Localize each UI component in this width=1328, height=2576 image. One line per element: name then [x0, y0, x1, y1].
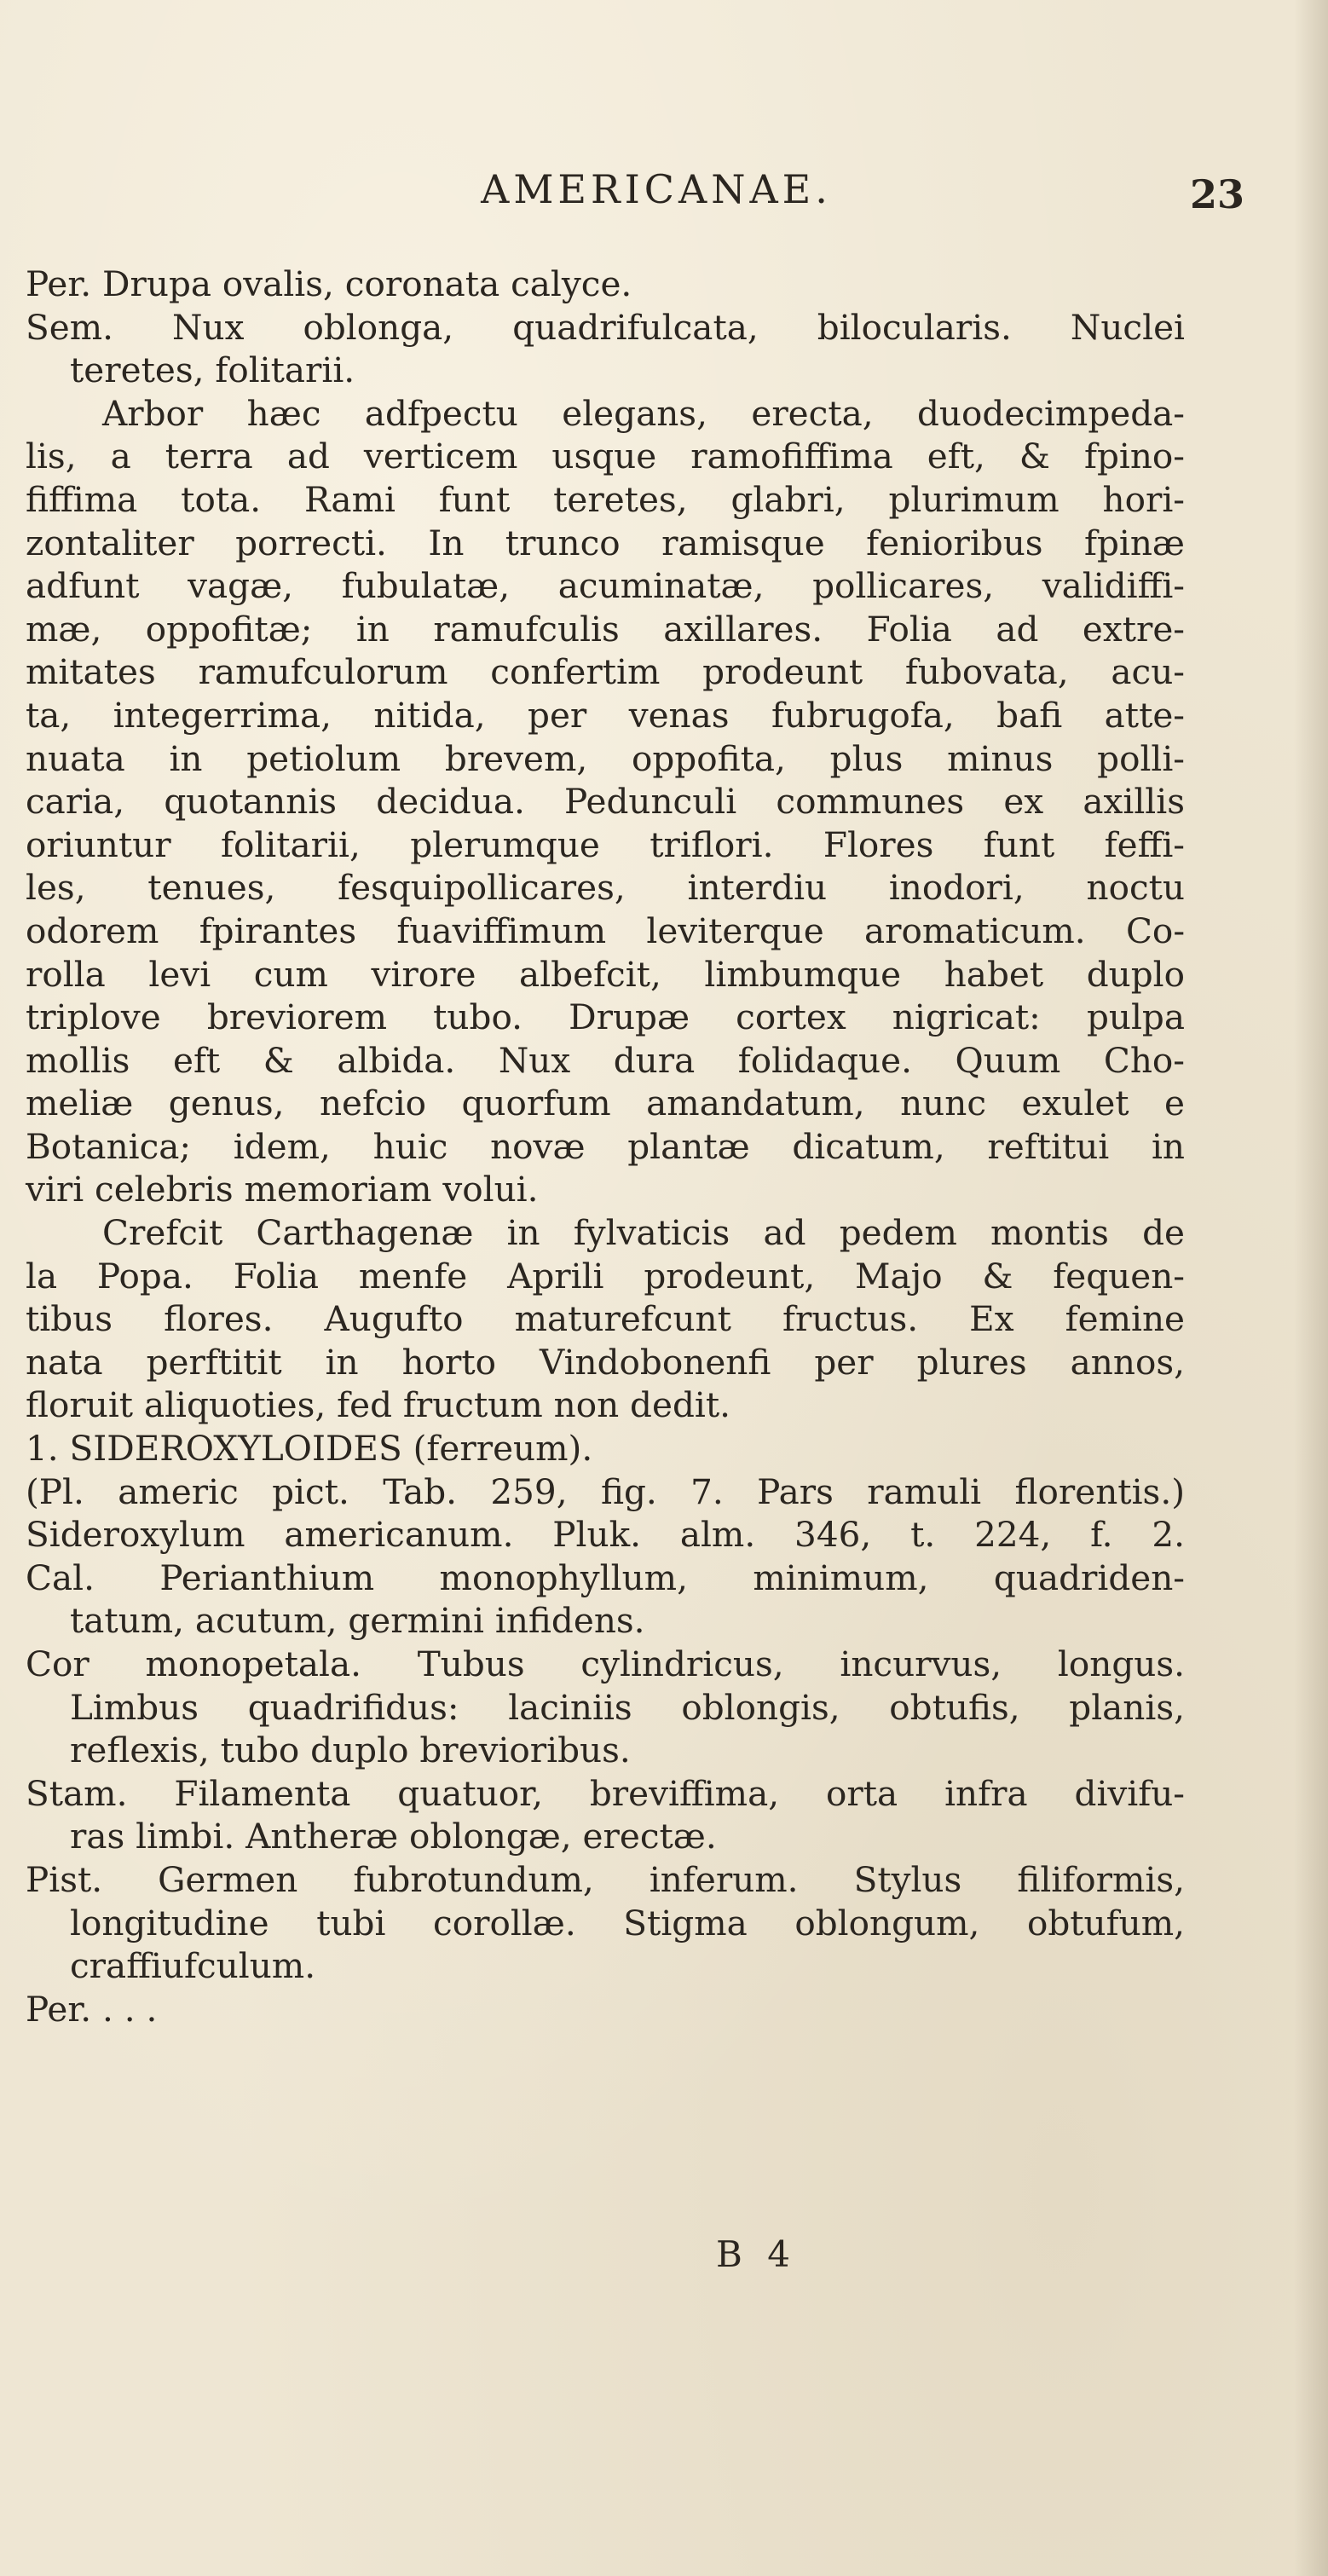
running-head: AMERICANAE.	[481, 166, 832, 212]
text-line: viri celebris memoriam volui.	[26, 1169, 539, 1210]
text-line: Limbus quadrifidus: laciniis oblongis, obtufis, planis,	[70, 1686, 1185, 1728]
text-line: Sideroxylum americanum. Pluk. alm. 346, t. 224, f. 2.	[26, 1514, 1185, 1556]
text-line: Stam. Filamenta quatuor, breviffima, orta infra divifu-	[26, 1772, 1185, 1814]
signature-mark: B 4	[716, 2233, 797, 2275]
text-line: meliæ genus, nefcio quorfum amandatum, nunc exulet e	[26, 1083, 1185, 1124]
text-line: les, tenues, fesquipollicares, interdiu inodori, noctu	[26, 867, 1185, 909]
text-line: la Popa. Folia menfe Aprili prodeunt, Majo & fequen-	[26, 1255, 1185, 1297]
text-line: Botanica; idem, huic novæ plantæ dicatum, reftitui in	[26, 1125, 1185, 1167]
text-line: ras limbi. Antheræ oblongæ, erectæ.	[70, 1816, 717, 1857]
text-line: (Pl. americ pict. Tab. 259, fig. 7. Pars ramuli florentis.)	[26, 1470, 1185, 1512]
text-line: teretes, folitarii.	[70, 349, 355, 391]
text-line: adfunt vagæ, fubulatæ, acuminatæ, pollicares, validiffi-	[26, 565, 1185, 607]
text-line: caria, quotannis decidua. Pedunculi communes ex axillis	[26, 781, 1185, 823]
text-line: reflexis, tubo duplo brevioribus.	[70, 1730, 631, 1771]
text-line: rolla levi cum virore albefcit, limbumque habet duplo	[26, 953, 1185, 995]
page-header	[68, 166, 1244, 226]
text-line: mæ, oppofitæ; in ramufculis axillares. Folia ad extre-	[26, 608, 1185, 650]
page-edge-shadow	[1294, 0, 1328, 2576]
body-text	[26, 263, 1185, 2030]
text-line: 1. SIDEROXYLOIDES (ferreum).	[26, 1428, 593, 1470]
text-line: Cor monopetala. Tubus cylindricus, incurvus, longus.	[26, 1643, 1185, 1684]
text-line: Pist. Germen fubrotundum, inferum. Stylus filiformis,	[26, 1858, 1185, 1900]
text-line: lis, a terra ad verticem usque ramofiffima eft, & fpino-	[26, 436, 1185, 477]
text-line: tatum, acutum, germini infidens.	[70, 1600, 645, 1642]
text-line: triplove breviorem tubo. Drupæ cortex nigricat: pulpa	[26, 996, 1185, 1038]
text-line: odorem fpirantes fuaviffimum leviterque aromaticum. Co-	[26, 910, 1185, 951]
text-line: zontaliter porrecti. In trunco ramisque fenioribus fpinæ	[26, 522, 1185, 563]
text-line: nata perftitit in horto Vindobonenfi per plures annos,	[26, 1341, 1185, 1383]
text-line: oriuntur folitarii, plerumque triflori. Flores funt feffi-	[26, 823, 1185, 865]
text-line: craffiufculum.	[70, 1945, 316, 1987]
text-line: mitates ramufculorum confertim prodeunt fubovata, acu-	[26, 651, 1185, 693]
text-line: fiffima tota. Rami funt teretes, glabri, plurimum hori-	[26, 478, 1185, 520]
text-line: Cal. Perianthium monophyllum, minimum, quadriden-	[26, 1557, 1185, 1598]
text-line: mollis eft & albida. Nux dura folidaque. Quum Cho-	[26, 1039, 1185, 1081]
text-line: Crefcit Carthagenæ in fylvaticis ad pedem montis de	[102, 1212, 1185, 1254]
text-line: nuata in petiolum brevem, oppofita, plus minus polli-	[26, 737, 1185, 779]
text-line: ta, integerrima, nitida, per venas fubrugofa, bafi atte-	[26, 694, 1185, 736]
text-line: longitudine tubi corollæ. Stigma oblongum, obtufum,	[70, 1902, 1185, 1944]
text-line: Sem. Nux oblonga, quadrifulcata, bilocularis. Nuclei	[26, 306, 1185, 348]
text-line: tibus flores. Augufto maturefcunt fructus. Ex femine	[26, 1298, 1185, 1340]
page-number: 23	[1189, 171, 1244, 217]
text-line: Per. Drupa ovalis, coronata calyce.	[26, 263, 632, 304]
text-line: Per. . . .	[26, 1988, 158, 2030]
text-line: floruit aliquoties, fed fructum non dedit.	[26, 1384, 730, 1426]
text-line: Arbor hæc adfpectu elegans, erecta, duodecimpeda-	[102, 392, 1185, 434]
